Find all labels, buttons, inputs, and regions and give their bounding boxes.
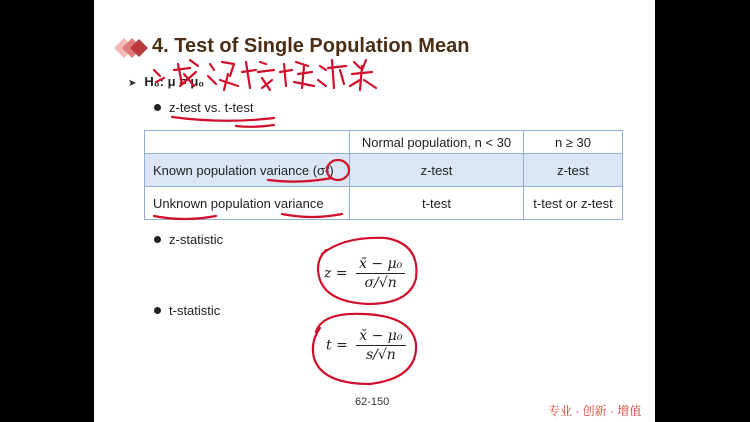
slide-title: 4. Test of Single Population Mean <box>152 35 470 57</box>
table-row <box>145 154 623 187</box>
z-formula-numerator: x̄ − μ₀ <box>356 256 405 274</box>
bullet-z-text: z-statistic <box>169 232 224 247</box>
bullet-t-statistic <box>154 303 220 318</box>
footer-brand: 专业 · 创新 · 增值 <box>548 404 642 418</box>
z-formula-denominator: σ/√n <box>364 275 397 291</box>
t-formula-fraction <box>356 328 405 363</box>
page-number: 62-150 <box>355 396 390 408</box>
table-header-cell: n ≥ 30 <box>524 131 623 154</box>
table-header-row <box>145 131 623 154</box>
table-cell: z-test <box>524 154 623 187</box>
bullet-t-text: t-statistic <box>169 303 221 318</box>
slide <box>94 0 655 422</box>
table-header-cell: Normal population, n < 30 <box>350 131 524 154</box>
z-formula-lhs: z = <box>324 265 348 282</box>
underline-z-t-test <box>172 117 274 127</box>
table-row <box>145 187 623 220</box>
hypothesis-line <box>128 74 204 89</box>
bullet-dot-icon <box>154 307 161 314</box>
hypothesis-text: H₀: μ = μ₀ <box>144 74 205 89</box>
t-formula <box>326 328 406 363</box>
bullet-tests-text: z-test vs. t-test <box>169 100 254 115</box>
table-cell: t-test <box>350 187 524 220</box>
table-cell: z-test <box>350 154 524 187</box>
arrow-bullet-icon: ➤ <box>128 78 137 89</box>
bullet-z-statistic <box>154 232 223 247</box>
t-formula-denominator: s/√n <box>365 347 396 363</box>
diamond-logo-icon <box>104 36 150 60</box>
test-comparison-table <box>144 130 623 220</box>
t-formula-lhs: t = <box>326 337 348 354</box>
table-row-label: Known population variance (σ²) <box>145 154 350 187</box>
table-header-cell <box>145 131 350 154</box>
table-row-label: Unknown population variance <box>145 187 350 220</box>
bullet-dot-icon <box>154 236 161 243</box>
table-cell: t-test or z-test <box>524 187 623 220</box>
bullet-dot-icon <box>154 104 161 111</box>
t-formula-numerator: x̄ − μ₀ <box>356 328 405 346</box>
z-formula-fraction <box>356 256 405 291</box>
z-formula <box>324 256 405 291</box>
bullet-tests <box>154 100 254 115</box>
